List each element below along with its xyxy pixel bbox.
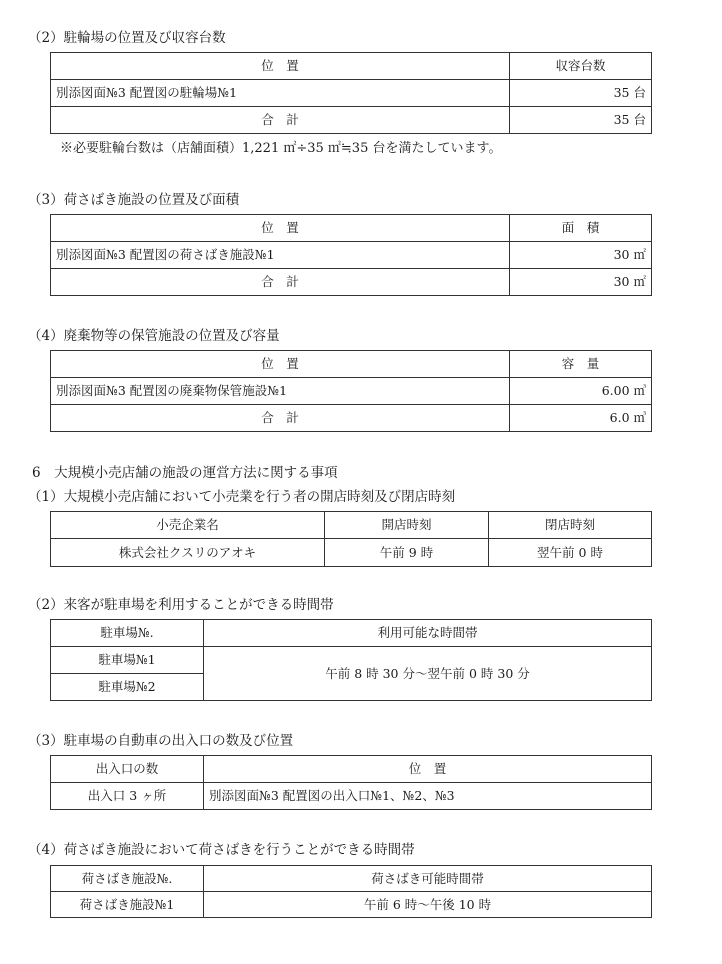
header-open-time: 開店時刻 xyxy=(325,512,489,539)
cell-parking-lot-2: 駐車場№2 xyxy=(51,674,204,701)
header-entrance-count: 出入口の数 xyxy=(51,756,204,783)
table-header-row xyxy=(51,620,652,647)
cell-total-label: 合 計 xyxy=(51,269,510,296)
cell-capacity: 35 台 xyxy=(510,80,652,107)
cell-location: 別添図面№3 配置図の駐輪場№1 xyxy=(51,80,510,107)
bicycle-parking-table xyxy=(50,52,652,134)
section-heading-loading-hours: （4）荷さばき施設において荷さばきを行うことができる時間帯 xyxy=(28,842,415,858)
cell-available-hours: 午前 8 時 30 分～翌午前 0 時 30 分 xyxy=(204,647,652,701)
section-heading-entrances: （3）駐車場の自動車の出入口の数及び位置 xyxy=(28,733,294,749)
header-capacity: 容 量 xyxy=(510,351,652,378)
table-header-row xyxy=(51,756,652,783)
section-heading-loading-area: （3）荷さばき施設の位置及び面積 xyxy=(28,192,240,208)
cell-company: 株式会社クスリのアオキ xyxy=(51,539,325,567)
waste-storage-table xyxy=(50,350,652,432)
table-row xyxy=(51,242,652,269)
header-available-hours: 利用可能な時間帯 xyxy=(204,620,652,647)
table-header-row xyxy=(51,512,652,539)
table-header-row xyxy=(51,53,652,80)
bicycle-requirement-note: ※必要駐輪台数は（店舗面積）1,221 ㎡÷35 ㎡≒35 台を満たしています。 xyxy=(60,141,502,156)
header-location: 位 置 xyxy=(204,756,652,783)
header-loading-hours: 荷さばき可能時間帯 xyxy=(204,866,652,892)
table-row xyxy=(51,539,652,567)
header-location: 位 置 xyxy=(51,53,510,80)
table-header-row xyxy=(51,351,652,378)
section-heading-operations: 6 大規模小売店舗の施設の運営方法に関する事項 xyxy=(32,465,338,481)
loading-hours-table xyxy=(50,865,652,918)
header-loading-facility: 荷さばき施設№. xyxy=(51,866,204,892)
cell-loading-facility: 荷さばき施設№1 xyxy=(51,892,204,918)
cell-total-value: 6.0 ㎥ xyxy=(510,405,652,432)
section-heading-bicycle-parking: （2）駐輪場の位置及び収容台数 xyxy=(28,30,226,46)
header-location: 位 置 xyxy=(51,351,510,378)
cell-entrance-location: 別添図面№3 配置図の出入口№1、№2、№3 xyxy=(204,783,652,810)
header-close-time: 閉店時刻 xyxy=(489,512,652,539)
cell-total-value: 35 台 xyxy=(510,107,652,134)
header-area: 面 積 xyxy=(510,215,652,242)
header-company: 小売企業名 xyxy=(51,512,325,539)
table-row xyxy=(51,80,652,107)
cell-area: 30 ㎡ xyxy=(510,242,652,269)
loading-area-table xyxy=(50,214,652,296)
cell-open-time: 午前 9 時 xyxy=(325,539,489,567)
table-total-row xyxy=(51,269,652,296)
cell-location: 別添図面№3 配置図の荷さばき施設№1 xyxy=(51,242,510,269)
section-heading-waste-storage: （4）廃棄物等の保管施設の位置及び容量 xyxy=(28,328,280,344)
cell-parking-lot-1: 駐車場№1 xyxy=(51,647,204,674)
cell-entrance-count: 出入口 3 ヶ所 xyxy=(51,783,204,810)
table-row xyxy=(51,783,652,810)
section-heading-store-hours: （1）大規模小売店舗において小売業を行う者の開店時刻及び閉店時刻 xyxy=(28,489,456,505)
store-hours-table xyxy=(50,511,652,567)
cell-total-value: 30 ㎡ xyxy=(510,269,652,296)
table-row xyxy=(51,647,652,674)
section-heading-parking-hours: （2）来客が駐車場を利用することができる時間帯 xyxy=(28,597,334,613)
table-header-row xyxy=(51,215,652,242)
parking-hours-table xyxy=(50,619,652,701)
table-total-row xyxy=(51,405,652,432)
cell-capacity: 6.00 ㎥ xyxy=(510,378,652,405)
table-total-row xyxy=(51,107,652,134)
cell-location: 別添図面№3 配置図の廃棄物保管施設№1 xyxy=(51,378,510,405)
cell-total-label: 合 計 xyxy=(51,405,510,432)
header-capacity: 収容台数 xyxy=(510,53,652,80)
cell-loading-hours: 午前 6 時～午後 10 時 xyxy=(204,892,652,918)
header-location: 位 置 xyxy=(51,215,510,242)
table-row xyxy=(51,892,652,918)
table-row xyxy=(51,378,652,405)
cell-close-time: 翌午前 0 時 xyxy=(489,539,652,567)
header-parking-lot: 駐車場№. xyxy=(51,620,204,647)
entrances-table xyxy=(50,755,652,810)
table-header-row xyxy=(51,866,652,892)
cell-total-label: 合 計 xyxy=(51,107,510,134)
